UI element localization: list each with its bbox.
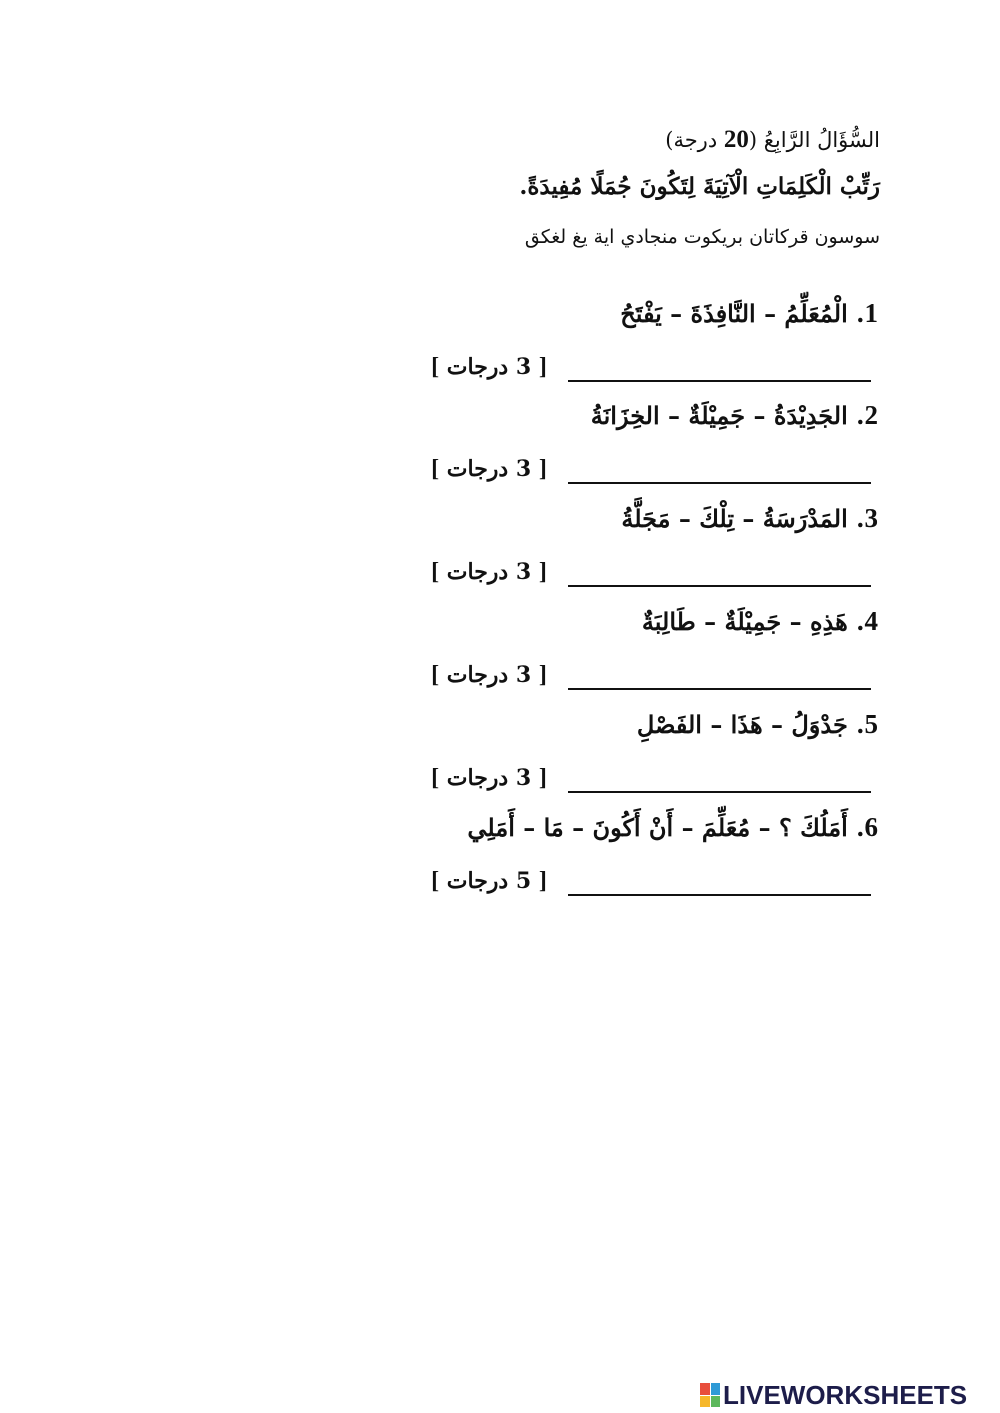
answer-line-4[interactable] <box>568 688 871 690</box>
item-2: 2. الجَدِيْدَةُ – جَمِيْلَةٌ – الخِزَانَةُ <box>590 400 878 430</box>
brand-name: LIVEWORKSHEETS <box>723 1379 968 1410</box>
liveworksheets-logo-icon <box>700 1383 720 1407</box>
marks-3: [ 3 درجات ] <box>431 559 547 585</box>
marks-number: 3 <box>515 456 532 482</box>
marks-4: [ 3 درجات ] <box>431 662 547 688</box>
item-number: 6 <box>864 812 878 842</box>
item-words: الْمُعَلِّمُ – النَّافِذَةَ – يَفْتَحُ <box>620 299 848 328</box>
question-title-suffix: درجة) <box>665 128 724 152</box>
marks-number: 3 <box>515 765 532 791</box>
marks-6: [ 5 درجات ] <box>431 868 547 894</box>
marks-number: 3 <box>515 559 532 585</box>
item-number: 2 <box>864 400 878 430</box>
answer-line-5[interactable] <box>568 791 871 793</box>
item-words: أَمَلُكَ ؟ – مُعَلِّمَ – أَنْ أَكُونَ – مَا – أَمَلِي <box>467 813 848 842</box>
item-words: الجَدِيْدَةُ – جَمِيْلَةٌ – الخِزَانَةُ <box>590 401 848 430</box>
question-points: 20 <box>723 126 749 153</box>
question-instruction: رَتِّبْ الْكَلِمَاتِ الْآتِيَةَ لِتَكُونَ جُمَلًا مُفِيدَةً. <box>519 173 880 200</box>
marks-word: درجات <box>446 354 509 380</box>
marks-2: [ 3 درجات ] <box>431 456 547 482</box>
item-words: جَدْوَلُ – هَذَا – الفَصْلِ <box>636 710 848 739</box>
item-4: 4. هَذِهِ – جَمِيْلَةٌ – طَالِبَةٌ <box>641 606 878 636</box>
marks-word: درجات <box>446 868 509 894</box>
item-number: 4 <box>864 606 878 636</box>
item-number: 3 <box>864 503 878 533</box>
liveworksheets-logo[interactable] <box>700 1378 1000 1412</box>
question-title-prefix: السُّؤَالُ الرَّابِعُ ( <box>748 128 880 152</box>
marks-5: [ 3 درجات ] <box>431 765 547 791</box>
question-subtitle: سوسون قركاتان بريكوت منجادي اية يغ لغكق <box>524 226 880 248</box>
item-3: 3. المَدْرَسَةُ – تِلْكَ – مَجَلَّةُ <box>621 503 878 533</box>
question-title <box>320 126 880 154</box>
marks-word: درجات <box>446 456 509 482</box>
marks-word: درجات <box>446 559 509 585</box>
item-words: المَدْرَسَةُ – تِلْكَ – مَجَلَّةُ <box>621 504 848 533</box>
answer-line-1[interactable] <box>568 380 871 382</box>
marks-number: 5 <box>515 868 532 894</box>
marks-word: درجات <box>446 765 509 791</box>
marks-number: 3 <box>515 354 532 380</box>
item-6: 6. أَمَلُكَ ؟ – مُعَلِّمَ – أَنْ أَكُونَ – مَا – أَمَلِي <box>467 812 878 842</box>
item-1: 1. الْمُعَلِّمُ – النَّافِذَةَ – يَفْتَحُ <box>620 298 878 328</box>
answer-line-3[interactable] <box>568 585 871 587</box>
marks-1: [ 3 درجات ] <box>431 354 547 380</box>
answer-line-6[interactable] <box>568 894 871 896</box>
item-number: 5 <box>864 709 878 739</box>
item-words: هَذِهِ – جَمِيْلَةٌ – طَالِبَةٌ <box>641 607 848 636</box>
answer-line-2[interactable] <box>568 482 871 484</box>
item-number: 1 <box>864 298 878 328</box>
item-5: 5. جَدْوَلُ – هَذَا – الفَصْلِ <box>636 709 878 739</box>
marks-word: درجات <box>446 662 509 688</box>
marks-number: 3 <box>515 662 532 688</box>
